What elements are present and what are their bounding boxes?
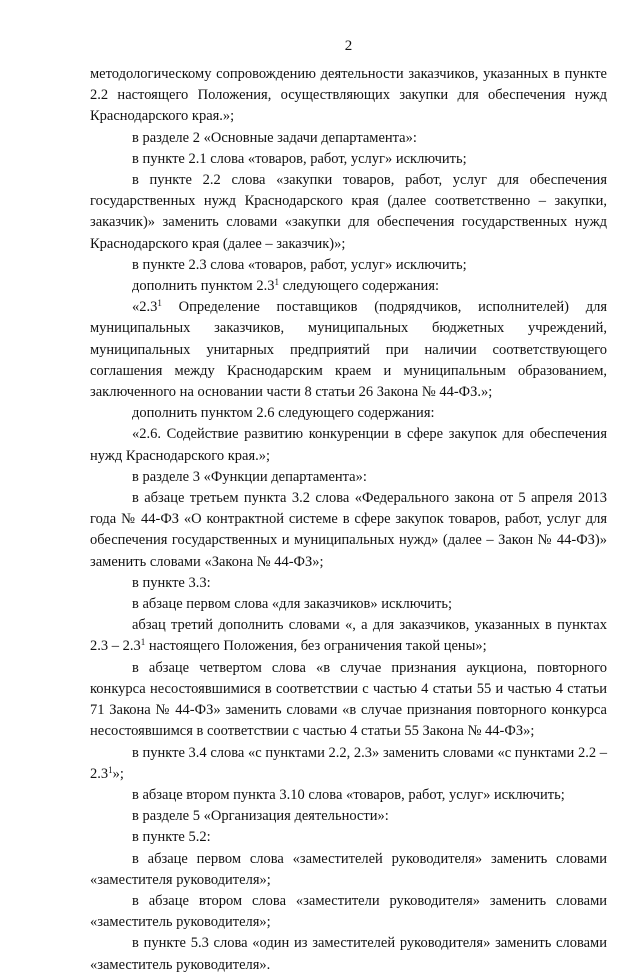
document-body: [90, 64, 607, 976]
paragraph-1: методологическому сопровождению деятельности заказчиков, указанных в пункте 2.2 настоящего Положения, осуществляющих закупки для обеспечения нужд Краснодарского края.»;: [90, 66, 607, 125]
paragraph-19: в пункте 5.2:: [132, 829, 211, 846]
paragraph-14: абзац третий дополнить словами «, а для заказчиков, указанных в пунктах $2.3 - 2.3^1$ настоящего Положения, без ограничения такой цены»;: [90, 617, 607, 655]
paragraph-21: в абзаце втором слова «заместители руководителя» заменить словами «заместитель руководителя»;: [90, 892, 607, 931]
paragraph-4: в пункте 2.2 слова «закупки товаров, работ, услуг для обеспечения государственных нужд Краснодарского края (далее соответственно – закупки, заказчик)» заменить словами «закупки для обеспечения государственных нужд Краснодарского края (далее – заказчик)»;: [90, 172, 607, 252]
paragraph-15: в абзаце четвертом слова «в случае признания аукциона, повторного конкурса несостоявшимися в соответствии с частью 4 статьи 55 и частью 4 статьи 71 Закона № 44-ФЗ» заменить словами «в случае признания повторного конкурса несостоявшимся в соответствии с частью 4 статьи 55 Закона № 44-ФЗ»;: [90, 659, 607, 740]
paragraph-22: в пункте 5.3 слова «один из заместителей руководителя» заменить словами «заместитель руководителя».: [90, 935, 607, 973]
superscript: 1: [157, 298, 162, 309]
paragraph-13: в абзаце первом слова «для заказчиков» исключить;: [132, 596, 453, 613]
superscript: 1: [140, 637, 146, 648]
superscript: 1: [108, 764, 113, 775]
paragraph-9: «2.6. Содействие развитию конкуренции в сфере закупок для обеспечения нужд Краснодарского края.»;: [90, 426, 607, 464]
paragraph-8: дополнить пунктом 2.6 следующего содержания:: [132, 405, 435, 422]
paragraph-17: в абзаце втором пункта 3.10 слова «товаров, работ, услуг» исключить;: [132, 786, 565, 803]
paragraph-18: в разделе 5 «Организация деятельности»:: [132, 808, 389, 825]
paragraph-6: дополнить пунктом $2.3^1$ следующего содержания:: [132, 277, 440, 295]
paragraph-3: в пункте 2.1 слова «товаров, работ, услуг» исключить;: [132, 150, 467, 167]
paragraph-5: в пункте 2.3 слова «товаров, работ, услуг» исключить;: [132, 256, 467, 273]
paragraph-10: в разделе 3 «Функции департамента»:: [132, 468, 367, 485]
paragraph-7: «$2.3^1$ Определение поставщиков (подрядчиков, исполнителей) для муниципальных заказчиков, муниципальных бюджетных учреждений, муниципальных унитарных предприятий при наличии соответствующего соглашения между Краснодарским краем и муниципальным образованием, заключенного на основании части 8 статьи 26 Закона № 44-ФЗ.»;: [90, 298, 607, 401]
paragraph-2: в разделе 2 «Основные задачи департамента»:: [132, 129, 417, 146]
paragraph-12: в пункте 3.3:: [132, 574, 211, 591]
paragraph-20: в абзаце первом слова «заместителей руководителя» заменить словами «заместителя руководителя»;: [90, 850, 607, 888]
paragraph-11: в абзаце третьем пункта 3.2 слова «Федерального закона от 5 апреля 2013 года № 44-ФЗ «О контрактной системе в сфере закупок товаров, работ, услуг для обеспечения государственных и муниципальных нужд» (далее – Закон № 44-ФЗ)» заменить словами «Закона № 44-ФЗ»;: [90, 490, 607, 570]
paragraph-16: в пункте 3.4 слова «с пунктами 2.2, 2.3» заменить словами «с пунктами $2.2 - 2.3^1$»;: [90, 744, 607, 782]
page-number: 2: [344, 38, 353, 54]
superscript: 1: [274, 277, 279, 288]
